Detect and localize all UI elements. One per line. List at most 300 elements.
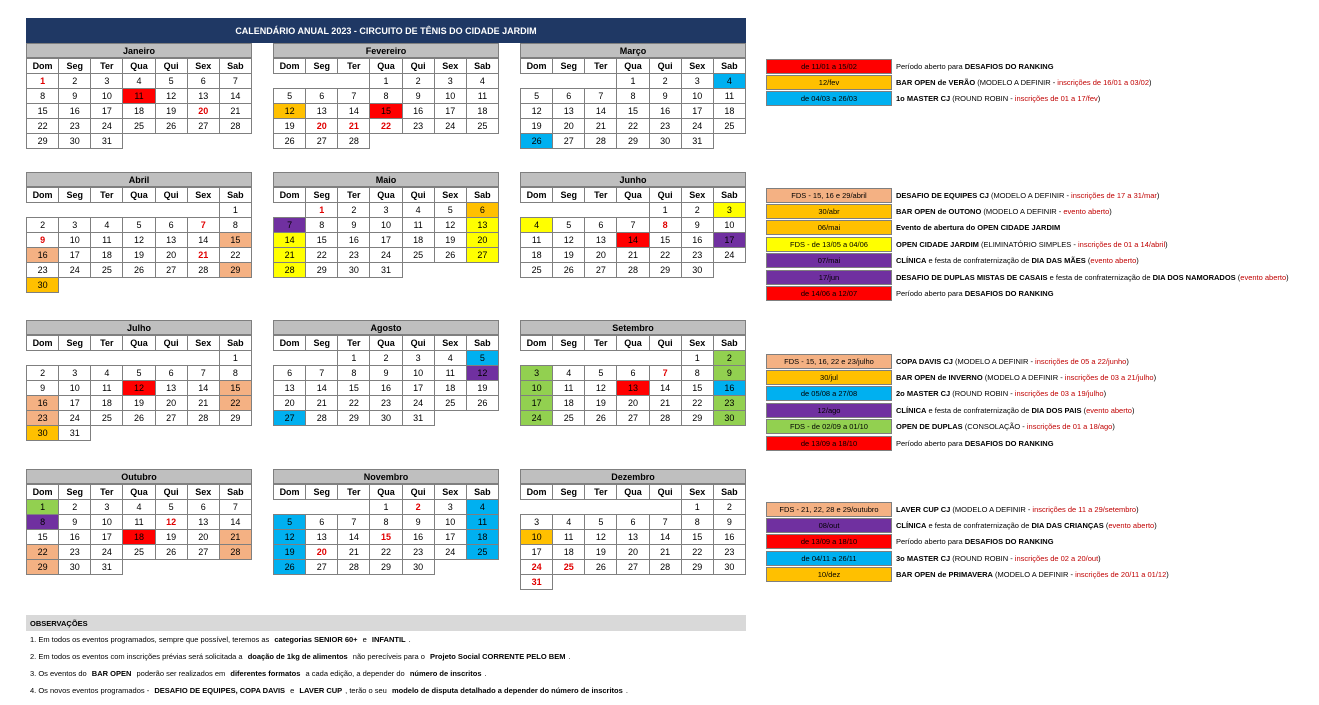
day-cell[interactable]: 5 — [123, 218, 155, 233]
day-cell[interactable]: 28 — [187, 411, 219, 426]
day-cell[interactable]: 30 — [681, 263, 713, 278]
day-cell[interactable]: 2 — [338, 203, 370, 218]
day-cell[interactable]: 1 — [370, 74, 402, 89]
day-cell[interactable]: 2 — [59, 74, 91, 89]
day-cell[interactable]: 3 — [713, 203, 745, 218]
day-cell[interactable]: 22 — [306, 248, 338, 263]
day-cell[interactable]: 18 — [553, 545, 585, 560]
day-cell[interactable]: 25 — [123, 119, 155, 134]
day-cell[interactable]: 23 — [59, 119, 91, 134]
day-cell[interactable]: 11 — [713, 89, 745, 104]
day-cell[interactable]: 15 — [219, 233, 251, 248]
day-cell[interactable]: 11 — [123, 89, 155, 104]
day-cell[interactable]: 24 — [402, 396, 434, 411]
day-cell[interactable]: 29 — [649, 263, 681, 278]
day-cell[interactable]: 1 — [27, 74, 59, 89]
day-cell[interactable]: 7 — [187, 218, 219, 233]
day-cell[interactable]: 11 — [466, 89, 498, 104]
day-cell[interactable]: 20 — [306, 545, 338, 560]
day-cell[interactable]: 21 — [617, 248, 649, 263]
day-cell[interactable]: 2 — [713, 500, 745, 515]
day-cell[interactable]: 18 — [466, 530, 498, 545]
day-cell[interactable]: 5 — [585, 366, 617, 381]
day-cell[interactable]: 30 — [649, 134, 681, 149]
day-cell[interactable]: 28 — [187, 263, 219, 278]
day-cell[interactable]: 30 — [59, 134, 91, 149]
day-cell[interactable]: 6 — [187, 74, 219, 89]
day-cell[interactable]: 8 — [681, 515, 713, 530]
day-cell[interactable]: 8 — [338, 366, 370, 381]
day-cell[interactable]: 27 — [466, 248, 498, 263]
day-cell[interactable]: 17 — [91, 104, 123, 119]
day-cell[interactable]: 27 — [155, 411, 187, 426]
day-cell[interactable]: 21 — [585, 119, 617, 134]
day-cell[interactable]: 9 — [402, 515, 434, 530]
day-cell[interactable]: 9 — [27, 381, 59, 396]
day-cell[interactable]: 6 — [617, 515, 649, 530]
day-cell[interactable]: 6 — [553, 89, 585, 104]
day-cell[interactable]: 14 — [649, 530, 681, 545]
day-cell[interactable]: 16 — [713, 381, 745, 396]
day-cell[interactable]: 12 — [553, 233, 585, 248]
day-cell[interactable]: 26 — [553, 263, 585, 278]
day-cell[interactable]: 5 — [155, 74, 187, 89]
day-cell[interactable]: 7 — [649, 515, 681, 530]
day-cell[interactable]: 7 — [617, 218, 649, 233]
day-cell[interactable]: 3 — [370, 203, 402, 218]
day-cell[interactable]: 23 — [27, 411, 59, 426]
day-cell[interactable]: 12 — [274, 530, 306, 545]
day-cell[interactable]: 19 — [521, 119, 553, 134]
day-cell[interactable]: 16 — [27, 396, 59, 411]
day-cell[interactable]: 12 — [155, 89, 187, 104]
day-cell[interactable]: 26 — [585, 560, 617, 575]
day-cell[interactable]: 11 — [123, 515, 155, 530]
day-cell[interactable]: 14 — [649, 381, 681, 396]
day-cell[interactable]: 16 — [713, 530, 745, 545]
day-cell[interactable]: 23 — [713, 396, 745, 411]
day-cell[interactable]: 20 — [585, 248, 617, 263]
day-cell[interactable]: 26 — [466, 396, 498, 411]
day-cell[interactable]: 27 — [553, 134, 585, 149]
day-cell[interactable]: 15 — [370, 530, 402, 545]
day-cell[interactable]: 10 — [370, 218, 402, 233]
day-cell[interactable]: 30 — [27, 278, 59, 293]
day-cell[interactable]: 22 — [681, 545, 713, 560]
day-cell[interactable]: 8 — [27, 89, 59, 104]
day-cell[interactable]: 26 — [521, 134, 553, 149]
day-cell[interactable]: 16 — [402, 530, 434, 545]
day-cell[interactable]: 13 — [187, 515, 219, 530]
day-cell[interactable]: 22 — [370, 119, 402, 134]
day-cell[interactable]: 5 — [155, 500, 187, 515]
day-cell[interactable]: 8 — [370, 89, 402, 104]
day-cell[interactable]: 22 — [649, 248, 681, 263]
day-cell[interactable]: 6 — [306, 89, 338, 104]
day-cell[interactable]: 1 — [27, 500, 59, 515]
day-cell[interactable]: 6 — [155, 218, 187, 233]
day-cell[interactable]: 27 — [274, 411, 306, 426]
day-cell[interactable]: 2 — [59, 500, 91, 515]
day-cell[interactable]: 17 — [91, 530, 123, 545]
day-cell[interactable]: 8 — [370, 515, 402, 530]
day-cell[interactable]: 27 — [187, 545, 219, 560]
day-cell[interactable]: 26 — [155, 119, 187, 134]
day-cell[interactable]: 25 — [91, 411, 123, 426]
day-cell[interactable]: 18 — [466, 104, 498, 119]
day-cell[interactable]: 27 — [617, 560, 649, 575]
day-cell[interactable]: 26 — [274, 134, 306, 149]
day-cell[interactable]: 20 — [306, 119, 338, 134]
day-cell[interactable]: 13 — [617, 381, 649, 396]
day-cell[interactable]: 4 — [434, 351, 466, 366]
day-cell[interactable]: 3 — [91, 500, 123, 515]
day-cell[interactable]: 15 — [681, 530, 713, 545]
day-cell[interactable]: 12 — [123, 381, 155, 396]
day-cell[interactable]: 17 — [681, 104, 713, 119]
day-cell[interactable]: 6 — [274, 366, 306, 381]
day-cell[interactable]: 2 — [681, 203, 713, 218]
day-cell[interactable]: 21 — [187, 396, 219, 411]
day-cell[interactable]: 9 — [59, 515, 91, 530]
day-cell[interactable]: 10 — [681, 89, 713, 104]
day-cell[interactable]: 28 — [306, 411, 338, 426]
day-cell[interactable]: 18 — [713, 104, 745, 119]
day-cell[interactable]: 18 — [91, 396, 123, 411]
day-cell[interactable]: 24 — [59, 263, 91, 278]
day-cell[interactable]: 3 — [402, 351, 434, 366]
day-cell[interactable]: 8 — [617, 89, 649, 104]
day-cell[interactable]: 3 — [434, 74, 466, 89]
day-cell[interactable]: 5 — [521, 89, 553, 104]
day-cell[interactable]: 30 — [713, 411, 745, 426]
day-cell[interactable]: 20 — [274, 396, 306, 411]
day-cell[interactable]: 4 — [521, 218, 553, 233]
day-cell[interactable]: 16 — [59, 104, 91, 119]
day-cell[interactable]: 25 — [123, 545, 155, 560]
day-cell[interactable]: 7 — [219, 500, 251, 515]
day-cell[interactable]: 9 — [59, 89, 91, 104]
day-cell[interactable]: 22 — [27, 119, 59, 134]
day-cell[interactable]: 21 — [274, 248, 306, 263]
day-cell[interactable]: 19 — [466, 381, 498, 396]
day-cell[interactable]: 30 — [402, 560, 434, 575]
day-cell[interactable]: 13 — [585, 233, 617, 248]
day-cell[interactable]: 13 — [466, 218, 498, 233]
day-cell[interactable]: 17 — [59, 396, 91, 411]
day-cell[interactable]: 7 — [306, 366, 338, 381]
day-cell[interactable]: 7 — [338, 515, 370, 530]
day-cell[interactable]: 2 — [370, 351, 402, 366]
day-cell[interactable]: 31 — [91, 560, 123, 575]
day-cell[interactable]: 3 — [521, 366, 553, 381]
day-cell[interactable]: 10 — [434, 515, 466, 530]
day-cell[interactable]: 18 — [123, 104, 155, 119]
day-cell[interactable]: 31 — [370, 263, 402, 278]
day-cell[interactable]: 19 — [553, 248, 585, 263]
day-cell[interactable]: 19 — [274, 119, 306, 134]
day-cell[interactable]: 2 — [27, 366, 59, 381]
day-cell[interactable]: 3 — [681, 74, 713, 89]
day-cell[interactable]: 9 — [681, 218, 713, 233]
day-cell[interactable]: 20 — [553, 119, 585, 134]
day-cell[interactable]: 13 — [274, 381, 306, 396]
day-cell[interactable]: 18 — [521, 248, 553, 263]
day-cell[interactable]: 15 — [306, 233, 338, 248]
day-cell[interactable]: 4 — [713, 74, 745, 89]
day-cell[interactable]: 24 — [370, 248, 402, 263]
day-cell[interactable]: 29 — [27, 134, 59, 149]
day-cell[interactable]: 2 — [713, 351, 745, 366]
day-cell[interactable]: 12 — [521, 104, 553, 119]
day-cell[interactable]: 8 — [219, 366, 251, 381]
day-cell[interactable]: 6 — [155, 366, 187, 381]
day-cell[interactable]: 20 — [155, 396, 187, 411]
day-cell[interactable]: 5 — [274, 515, 306, 530]
day-cell[interactable]: 19 — [434, 233, 466, 248]
day-cell[interactable]: 4 — [402, 203, 434, 218]
day-cell[interactable]: 10 — [402, 366, 434, 381]
day-cell[interactable]: 25 — [402, 248, 434, 263]
day-cell[interactable]: 1 — [681, 351, 713, 366]
day-cell[interactable]: 14 — [274, 233, 306, 248]
day-cell[interactable]: 14 — [617, 233, 649, 248]
day-cell[interactable]: 9 — [713, 366, 745, 381]
day-cell[interactable]: 28 — [338, 560, 370, 575]
day-cell[interactable]: 20 — [617, 396, 649, 411]
day-cell[interactable]: 29 — [370, 560, 402, 575]
day-cell[interactable]: 9 — [338, 218, 370, 233]
day-cell[interactable]: 29 — [681, 560, 713, 575]
day-cell[interactable]: 26 — [274, 560, 306, 575]
day-cell[interactable]: 1 — [338, 351, 370, 366]
day-cell[interactable]: 23 — [649, 119, 681, 134]
day-cell[interactable]: 16 — [649, 104, 681, 119]
day-cell[interactable]: 21 — [338, 119, 370, 134]
day-cell[interactable]: 16 — [402, 104, 434, 119]
day-cell[interactable]: 13 — [306, 530, 338, 545]
day-cell[interactable]: 8 — [649, 218, 681, 233]
day-cell[interactable]: 27 — [187, 119, 219, 134]
day-cell[interactable]: 5 — [274, 89, 306, 104]
day-cell[interactable]: 4 — [553, 515, 585, 530]
day-cell[interactable]: 17 — [370, 233, 402, 248]
day-cell[interactable]: 19 — [585, 545, 617, 560]
day-cell[interactable]: 4 — [466, 500, 498, 515]
day-cell[interactable]: 4 — [91, 218, 123, 233]
day-cell[interactable]: 26 — [585, 411, 617, 426]
day-cell[interactable]: 22 — [219, 396, 251, 411]
day-cell[interactable]: 12 — [585, 530, 617, 545]
day-cell[interactable]: 20 — [466, 233, 498, 248]
day-cell[interactable]: 11 — [521, 233, 553, 248]
day-cell[interactable]: 22 — [338, 396, 370, 411]
day-cell[interactable]: 11 — [553, 530, 585, 545]
day-cell[interactable]: 1 — [306, 203, 338, 218]
day-cell[interactable]: 27 — [306, 560, 338, 575]
day-cell[interactable]: 4 — [91, 366, 123, 381]
day-cell[interactable]: 10 — [91, 515, 123, 530]
day-cell[interactable]: 13 — [617, 530, 649, 545]
day-cell[interactable]: 1 — [219, 203, 251, 218]
day-cell[interactable]: 3 — [59, 218, 91, 233]
day-cell[interactable]: 21 — [219, 104, 251, 119]
day-cell[interactable]: 24 — [91, 119, 123, 134]
day-cell[interactable]: 31 — [91, 134, 123, 149]
day-cell[interactable]: 25 — [466, 545, 498, 560]
day-cell[interactable]: 15 — [617, 104, 649, 119]
day-cell[interactable]: 29 — [306, 263, 338, 278]
day-cell[interactable]: 14 — [219, 515, 251, 530]
day-cell[interactable]: 13 — [553, 104, 585, 119]
day-cell[interactable]: 25 — [553, 411, 585, 426]
day-cell[interactable]: 12 — [123, 233, 155, 248]
day-cell[interactable]: 10 — [59, 381, 91, 396]
day-cell[interactable]: 29 — [27, 560, 59, 575]
day-cell[interactable]: 9 — [27, 233, 59, 248]
day-cell[interactable]: 1 — [617, 74, 649, 89]
day-cell[interactable]: 17 — [521, 396, 553, 411]
day-cell[interactable]: 27 — [155, 263, 187, 278]
day-cell[interactable]: 28 — [649, 560, 681, 575]
day-cell[interactable]: 8 — [219, 218, 251, 233]
day-cell[interactable]: 1 — [649, 203, 681, 218]
day-cell[interactable]: 29 — [219, 411, 251, 426]
day-cell[interactable]: 29 — [681, 411, 713, 426]
day-cell[interactable]: 23 — [713, 545, 745, 560]
day-cell[interactable]: 23 — [402, 545, 434, 560]
day-cell[interactable]: 15 — [219, 381, 251, 396]
day-cell[interactable]: 23 — [681, 248, 713, 263]
day-cell[interactable]: 10 — [521, 381, 553, 396]
day-cell[interactable]: 6 — [187, 500, 219, 515]
day-cell[interactable]: 20 — [187, 104, 219, 119]
day-cell[interactable]: 31 — [681, 134, 713, 149]
day-cell[interactable]: 3 — [91, 74, 123, 89]
day-cell[interactable]: 16 — [370, 381, 402, 396]
day-cell[interactable]: 9 — [649, 89, 681, 104]
day-cell[interactable]: 25 — [434, 396, 466, 411]
day-cell[interactable]: 13 — [155, 381, 187, 396]
day-cell[interactable]: 19 — [585, 396, 617, 411]
day-cell[interactable]: 18 — [402, 233, 434, 248]
day-cell[interactable]: 28 — [649, 411, 681, 426]
day-cell[interactable]: 11 — [402, 218, 434, 233]
day-cell[interactable]: 27 — [585, 263, 617, 278]
day-cell[interactable]: 1 — [681, 500, 713, 515]
day-cell[interactable]: 19 — [155, 530, 187, 545]
day-cell[interactable]: 16 — [59, 530, 91, 545]
day-cell[interactable]: 13 — [306, 104, 338, 119]
day-cell[interactable]: 24 — [434, 545, 466, 560]
day-cell[interactable]: 24 — [59, 411, 91, 426]
day-cell[interactable]: 28 — [338, 134, 370, 149]
day-cell[interactable]: 1 — [370, 500, 402, 515]
day-cell[interactable]: 6 — [617, 366, 649, 381]
day-cell[interactable]: 4 — [123, 74, 155, 89]
day-cell[interactable]: 17 — [402, 381, 434, 396]
day-cell[interactable]: 27 — [617, 411, 649, 426]
day-cell[interactable]: 4 — [466, 74, 498, 89]
day-cell[interactable]: 16 — [681, 233, 713, 248]
day-cell[interactable]: 26 — [123, 411, 155, 426]
day-cell[interactable]: 22 — [219, 248, 251, 263]
day-cell[interactable]: 15 — [27, 530, 59, 545]
day-cell[interactable]: 17 — [59, 248, 91, 263]
day-cell[interactable]: 31 — [59, 426, 91, 441]
day-cell[interactable]: 10 — [59, 233, 91, 248]
day-cell[interactable]: 14 — [219, 89, 251, 104]
day-cell[interactable]: 3 — [521, 515, 553, 530]
day-cell[interactable]: 14 — [585, 104, 617, 119]
day-cell[interactable]: 5 — [466, 351, 498, 366]
day-cell[interactable]: 29 — [617, 134, 649, 149]
day-cell[interactable]: 30 — [370, 411, 402, 426]
day-cell[interactable]: 16 — [338, 233, 370, 248]
day-cell[interactable]: 12 — [434, 218, 466, 233]
day-cell[interactable]: 23 — [59, 545, 91, 560]
day-cell[interactable]: 14 — [306, 381, 338, 396]
day-cell[interactable]: 25 — [466, 119, 498, 134]
day-cell[interactable]: 22 — [370, 545, 402, 560]
day-cell[interactable]: 6 — [306, 515, 338, 530]
day-cell[interactable]: 26 — [123, 263, 155, 278]
day-cell[interactable]: 18 — [434, 381, 466, 396]
day-cell[interactable]: 15 — [649, 233, 681, 248]
day-cell[interactable]: 24 — [91, 545, 123, 560]
day-cell[interactable]: 7 — [274, 218, 306, 233]
day-cell[interactable]: 30 — [59, 560, 91, 575]
day-cell[interactable]: 25 — [713, 119, 745, 134]
day-cell[interactable]: 3 — [434, 500, 466, 515]
day-cell[interactable]: 13 — [155, 233, 187, 248]
day-cell[interactable]: 20 — [155, 248, 187, 263]
day-cell[interactable]: 18 — [123, 530, 155, 545]
day-cell[interactable]: 28 — [274, 263, 306, 278]
day-cell[interactable]: 9 — [370, 366, 402, 381]
day-cell[interactable]: 21 — [219, 530, 251, 545]
day-cell[interactable]: 2 — [649, 74, 681, 89]
day-cell[interactable]: 24 — [521, 411, 553, 426]
day-cell[interactable]: 31 — [402, 411, 434, 426]
day-cell[interactable]: 12 — [466, 366, 498, 381]
day-cell[interactable]: 16 — [27, 248, 59, 263]
day-cell[interactable]: 5 — [585, 515, 617, 530]
day-cell[interactable]: 11 — [466, 515, 498, 530]
day-cell[interactable]: 9 — [402, 89, 434, 104]
day-cell[interactable]: 15 — [370, 104, 402, 119]
day-cell[interactable]: 23 — [338, 248, 370, 263]
day-cell[interactable]: 8 — [306, 218, 338, 233]
day-cell[interactable]: 8 — [681, 366, 713, 381]
day-cell[interactable]: 15 — [681, 381, 713, 396]
day-cell[interactable]: 5 — [123, 366, 155, 381]
day-cell[interactable]: 2 — [402, 74, 434, 89]
day-cell[interactable]: 6 — [585, 218, 617, 233]
day-cell[interactable]: 1 — [219, 351, 251, 366]
day-cell[interactable]: 7 — [219, 74, 251, 89]
day-cell[interactable]: 10 — [434, 89, 466, 104]
day-cell[interactable]: 2 — [402, 500, 434, 515]
day-cell[interactable]: 21 — [649, 545, 681, 560]
day-cell[interactable]: 9 — [713, 515, 745, 530]
day-cell[interactable]: 14 — [338, 530, 370, 545]
day-cell[interactable]: 23 — [370, 396, 402, 411]
day-cell[interactable]: 13 — [187, 89, 219, 104]
day-cell[interactable]: 31 — [521, 575, 553, 590]
day-cell[interactable]: 12 — [155, 515, 187, 530]
day-cell[interactable]: 10 — [91, 89, 123, 104]
